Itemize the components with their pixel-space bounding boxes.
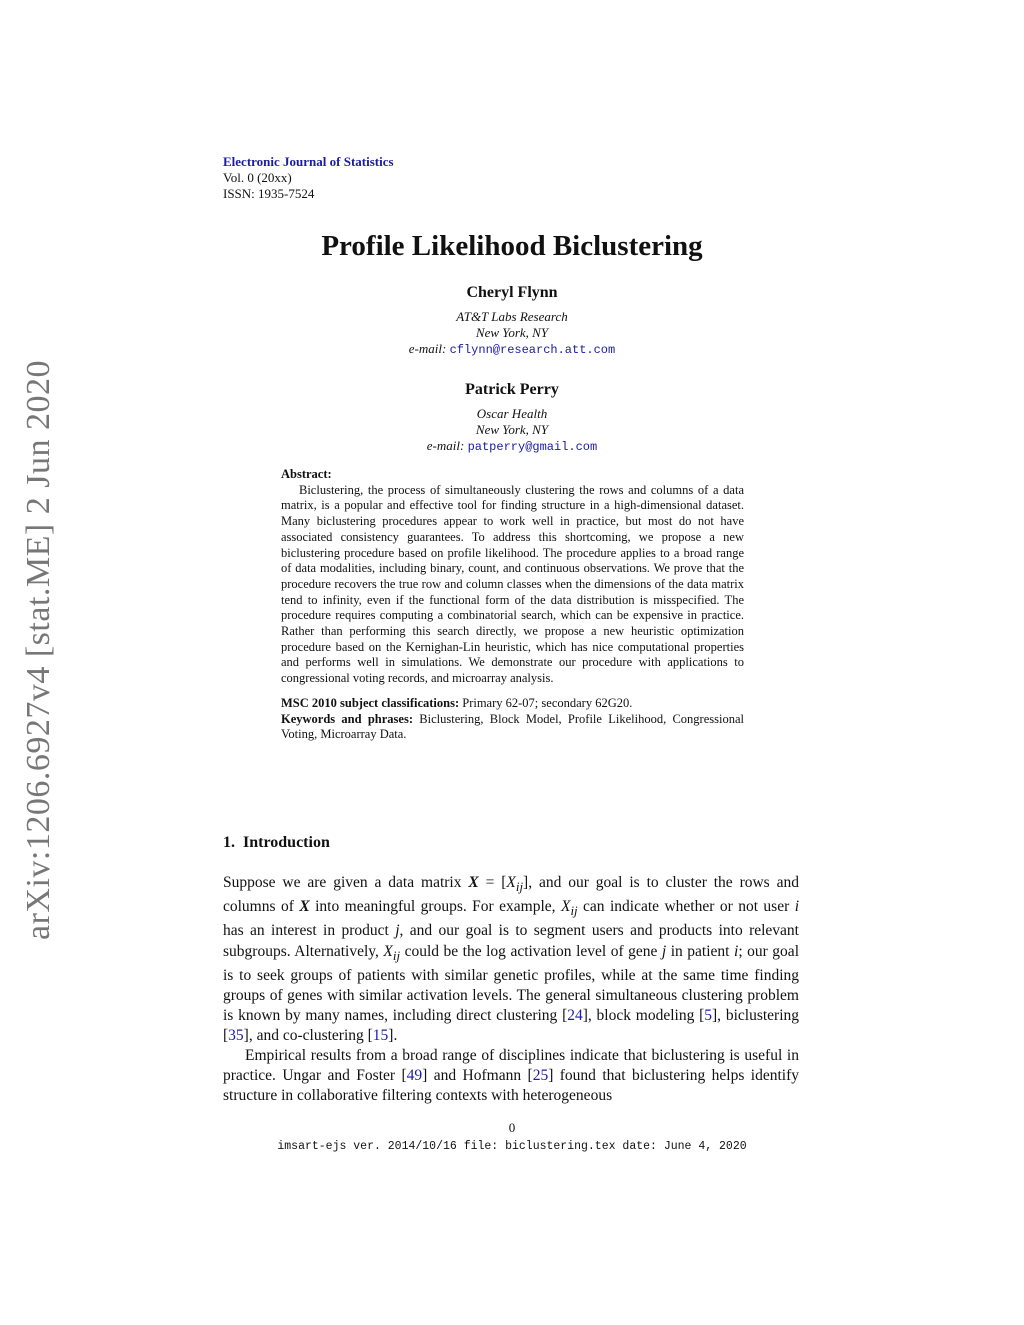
matrix-entry: X [560, 898, 571, 916]
journal-header [223, 154, 394, 202]
abstract-heading: Abstract: [281, 467, 332, 481]
author-block-1 [0, 283, 1024, 358]
msc-classification [281, 696, 744, 712]
author-email-link[interactable]: cflynn@research.att.com [449, 343, 616, 357]
author-location: New York, NY [475, 422, 549, 437]
journal-name-link[interactable]: Electronic Journal of Statistics [223, 154, 394, 169]
section-title: Introduction [243, 834, 330, 851]
keywords-value: Biclustering, Block Model, Profile Likelihood, Congressional Voting, Microarray Data. [281, 711, 744, 742]
journal-volume: Vol. 0 (20xx) [223, 170, 292, 185]
citation-link[interactable]: 25 [532, 1067, 549, 1085]
author-email-line [0, 438, 1024, 455]
citation-link[interactable]: 15 [372, 1027, 389, 1045]
abstract-section [281, 467, 744, 743]
keywords-label: Keywords and phrases: [281, 711, 413, 726]
citation-link[interactable]: 35 [228, 1027, 244, 1045]
author-location: New York, NY [475, 325, 549, 340]
introduction-section [223, 833, 799, 1106]
section-heading [223, 833, 799, 853]
author-block-2 [0, 380, 1024, 455]
page-footer: imsart-ejs ver. 2014/10/16 file: biclustering.tex date: June 4, 2020 [277, 1140, 747, 1153]
author-email-line [0, 341, 1024, 358]
matrix-entry: X [383, 942, 393, 960]
author-affiliation: Oscar Health [476, 406, 548, 421]
matrix-entry: X [506, 874, 516, 892]
abstract-text: Biclustering, the process of simultaneously clustering the rows and columns of a data matrix, is a popular and effective tool for finding structure in a high-dimensional dataset. Many biclustering procedures appear to work well in practice, but most do not have associated consistency guarantees. To address this shortcoming, we propose a new biclustering procedure based on profile likelihood. The procedure applies to a broad range of data modalities, including binary, count, and continuous observations. We prove that the procedure recovers the true row and column classes when the dimensions of the data matrix tend to infinity, even if the functional form of the data distribution is misspecified. The procedure requires computing a combinatorial search, which can be expensive in practice. Rather than performing this search directly, we propose a new heuristic optimization procedure based on the Kernighan-Lin heuristic, which has nice computational properties and performs well in simulations. We demonstrate our procedure with applications to congressional voting records, and microarray analysis. [281, 482, 744, 686]
paper-title: Profile Likelihood Biclustering [321, 230, 703, 262]
author-name: Patrick Perry [465, 381, 559, 398]
author-email-link[interactable]: patperry@gmail.com [467, 440, 598, 454]
arxiv-identifier-stamp: arXiv:1206.6927v4 [stat.ME] 2 Jun 2020 [20, 360, 57, 940]
msc-label: MSC 2010 subject classifications: [281, 695, 460, 710]
msc-value: Primary 62-07; secondary 62G20. [462, 695, 633, 710]
intro-paragraph-1: Suppose we are given a data matrix $X = [X_{ij}]$, and our goal is to cluster the rows and columns of X into meaningful groups. For example, $X_{ij}$ can indicate whether or not user i has an interest in product j, and our goal is to segment users and products into relevant subgroups. Alternatively, $X_{ij}$ could be the log activation level of gene j in patient i; our goal is to seek groups of patients with similar genetic profiles, while at the same time finding groups of genes with similar activation levels. The general simultaneous clustering problem is known by many names, including direct clustering [24], block modeling [5], biclustering [35], and co-clustering [15]. [223, 874, 800, 1045]
intro-paragraph-2: Empirical results from a broad range of disciplines indicate that biclustering is useful in practice. Ungar and Foster [49] and Hofmann [25] found that biclustering helps identify structure in collaborative filtering contexts with heterogeneous [223, 1047, 799, 1105]
journal-issn: ISSN: 1935-7524 [223, 186, 315, 201]
matrix-symbol: X [468, 874, 479, 892]
citation-link[interactable]: 49 [406, 1067, 423, 1085]
matrix-symbol: X [299, 898, 310, 916]
citation-link[interactable]: 5 [704, 1006, 713, 1024]
email-label: e-mail: [426, 438, 465, 453]
author-affiliation: AT&T Labs Research [456, 309, 568, 324]
section-number: 1. [223, 834, 235, 851]
author-name: Cheryl Flynn [466, 284, 558, 301]
keywords [281, 712, 744, 743]
citation-link[interactable]: 24 [567, 1006, 583, 1024]
page-number: 0 [508, 1120, 516, 1135]
classifications [281, 696, 744, 743]
email-label: e-mail: [408, 341, 447, 356]
